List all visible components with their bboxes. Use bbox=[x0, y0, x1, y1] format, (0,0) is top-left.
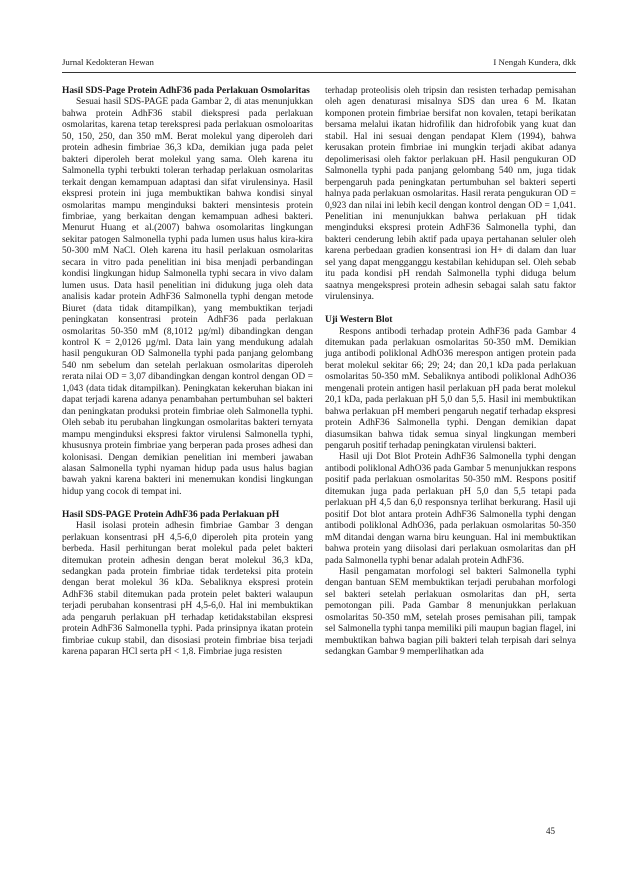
paragraph: Sesuai hasil SDS-PAGE pada Gambar 2, di atas menunjukkan bahwa protein AdhF36 stabil diekspresi pada perlakuan osmolaritas, karena tetap terekspresi pada perlakuan osmoloaritas 50, 150, 250, dan 350 mM. Berat molekul yang diperoleh dari protein adhesin fimbriae 36,3 kDa, demikian juga pada pelet bakteri diperoleh berat molekul yang sama. Oleh karena itu Salmonella typhi terbukti toleran terhadap perlakuan osmolaritas terkait dengan kemampuan adaptasi dan sifat virulensinya. Hasil ekspresi protein ini juga membuktikan bahwa kondisi sinyal osmolaritas mampu menginduksi bakteri mensintesis protein fimbriae, yang berkaitan dengan kemampuan adhesi bakteri. Menurut Huang et al.(2007) bahwa osomolaritas lingkungan sekitar patogen Salmonella typhi pada lumen usus halus kira-kira 50-300 mM NaCl. Oleh karena itu hasil perlakuan osmolaritas secara in vitro pada penelitian ini bisa menjadi perbandingan kondisi lingkungan hidup Salmonella typhi secara in vivo dalam lumen usus. Data hasil penelitian ini didukung juga oleh data analisis kadar protein AdhF36 Salmonella typhi dengan metode Biuret (data tidak ditampilkan), yang membuktikan terjadi peningkatan konsentrasi protein AdhF36 pada perlakuan osmolaritas 50-350 mM (8,1012 µg/ml) dibandingkan dengan kontrol K = 2,0126 µg/ml. Data lain yang mendukung adalah hasil pengukuran OD Salmonella typhi pada panjang gelombang 540 nm sebelum dan setelah perlakuan osmolaritas diperoleh rerata nilai OD = 3,07 dibandingkan dengan kontrol dengan OD = 1,043 (data tidak ditampilkan). Peningkatan kekeruhan biakan ini dapat terjadi karena adanya penambahan pertumbuhan sel bakteri dan peningkatan produksi protein fimbriae oleh Salmonella typhi. Oleh sebab itu perubahan lingkungan osmolaritas bakteri ternyata mampu menginduksi ekspresi faktor virulensi Salmonella typhi, khususnya protein fimbriae yang berperan pada proses adhesi dan kolonisasi. Dengan demikian penelitian ini memberi jawaban alasan Salmonella typhi nyaman hidup pada usus halus bagian bawah yakni karena bakteri ini menemukan kondisi lingkungan hidup yang cocok di tempat ini. bbox=[62, 97, 313, 497]
section-title-osmolaritas: Hasil SDS-Page Protein AdhF36 pada Perlakuan Osmolaritas bbox=[62, 86, 310, 96]
paragraph: Hasil isolasi protein adhesin fimbriae Gambar 3 dengan perlakuan konsentrasi pH 4,5-6,0 diperoleh pita protein yang berbeda. Hasil perhitungan berat molekul pada pelet bakteri ditemukan protein adhesin dengan berat molekul 36,3 kDa, sedangkan pada protein fimbriae tidak terdeteksi pita protein dengan berat molekul 36 kDa. Sebaliknya ekspresi protein AdhF36 stabil ditemukan pada protein pelet bakteri walaupun terjadi perubahan konsentrasi pH 4,5-6,0. Hal ini membuktikan ada pengaruh perlakuan pH terhadap ketidakstabilan ekspresi protein AdhF36 Salmonella typhi. Pada prinsipnya ikatan protein fimbriae cukup stabil, dan disosiasi protein fimbriae bisa terjadi karena paparan HCl serta pH < 1,8. Fimbriae juga resisten bbox=[62, 521, 313, 658]
section-title-western-blot: Uji Western Blot bbox=[325, 315, 393, 326]
journal-name: Jurnal Kedokteran Hewan bbox=[62, 57, 154, 67]
right-column bbox=[325, 86, 576, 659]
left-column bbox=[62, 86, 313, 659]
running-header bbox=[62, 57, 576, 67]
author-names: I Nengah Kundera, dkk bbox=[493, 57, 576, 67]
header-rule bbox=[62, 72, 576, 73]
paragraph: Hasil pengamatan morfologi sel bakteri Salmonella typhi dengan bantuan SEM membuktikan terjadi perubahan morfologi sel bakteri setelah perlakuan osmolaritas dan pH, serta pemotongan pili. Pada Gambar 8 menunjukkan perlakuan osmolaritas 50-350 mM, setelah proses pemisahan pili, tampak sel Salmonella typhi tanpa memiliki pili maupun bagian flagel, ini membuktikan bahwa bagian pili bakteri telah terpisah dari selnya sedangkan Gambar 9 memperlihatkan ada bbox=[325, 567, 576, 658]
section-title-ph: Hasil SDS-PAGE Protein AdhF36 pada Perlakuan pH bbox=[62, 509, 280, 520]
paragraph: Hasil uji Dot Blot Protein AdhF36 Salmonella typhi dengan antibodi poliklonal AdhO36 pada Gambar 5 menunjukkan respons positif pada perlakuan osmolaritas 50-350 mM. Respons positif ditemukan juga pada perlakuan pH 5,0 dan 5,5 tetapi pada perlakuan pH 4,5 dan 6,0 responsnya terlihat berkurang. Hasil uji positif Dot blot antara protein AdhF36 Salmonella typhi dengan antibodi poliklonal AdhO36, pada perlakuan osmolaritas 50-350 mM ditandai dengan warna biru keunguan. Hal ini membuktikan bahwa protein yang diisolasi dari perlakuan osmolaritas dan pH pada Salmonella typhi benar adalah protein AdhF36. bbox=[325, 452, 576, 566]
paragraph: terhadap proteolisis oleh tripsin dan resisten terhadap pemisahan oleh agen denaturasi misalnya SDS dan urea 6 M. Ikatan komponen protein fimbriae bersifat non kovalen, tetapi berikatan bersama melalui ikatan hidrofilik dan hidrofobik yang kuat dan stabil. Hal ini sesuai dengan pendapat Klem (1994), bahwa kerusakan protein fimbriae ini mungkin terjadi akibat adanya depolimerisasi oleh faktor perlakuan pH. Hasil pengukuran OD Salmonella typhi pada panjang gelombang 540 nm, juga tidak berpengaruh pada peningkatan pertumbuhan sel bakteri seperti halnya pada perlakuan osmolaritas. Hasil rerata pengukuran OD = 0,923 dan nilai ini lebih kecil dengan kontrol dengan OD = 1,041. Penelitian ini menunjukkan bahwa perlakuan pH tidak menginduksi ekspresi protein AdhF36 Salmonella typhi, dan bakteri cenderung lebih aktif pada upaya pertahanan seluler oleh karena perbedaan gradien konsentrasi ion H+ di dalam dan luar sel yang dapat mengganggu kestabilan kehidupan sel. Oleh sebab itu pada kondisi pH rendah Salmonella typhi diduga belum saatnya mengekspresi protein adhesin sebagai salah satu faktor virulensinya. bbox=[325, 86, 576, 303]
paragraph: Respons antibodi terhadap protein AdhF36 pada Gambar 4 ditemukan pada perlakuan osmolaritas 50-350 mM. Demikian juga antibodi poliklonal AdhO36 merespon antigen protein pada berat molekul sekitar 66; 29; 24; dan 20,1 kDa pada perlakuan osmolaritas 50-350 mM. Sebaliknya antibodi poliklonal AdhO36 mengenali protein antigen hasil perlakuan pH pada berat molekul 20,1 kDa, pada perlakuan pH 5,0 dan 5,5. Hasil ini membuktikan bahwa perlakuan pH memberi pengaruh negatif terhadap ekspresi protein AdhF36 Salmonella typhi. Dengan demikian dapat diasumsikan bahwa tidak semua sinyal lingkungan memberi pengaruh positif terhadap peningkatan virulensi bakteri. bbox=[325, 326, 576, 452]
page-number: 45 bbox=[546, 826, 555, 836]
